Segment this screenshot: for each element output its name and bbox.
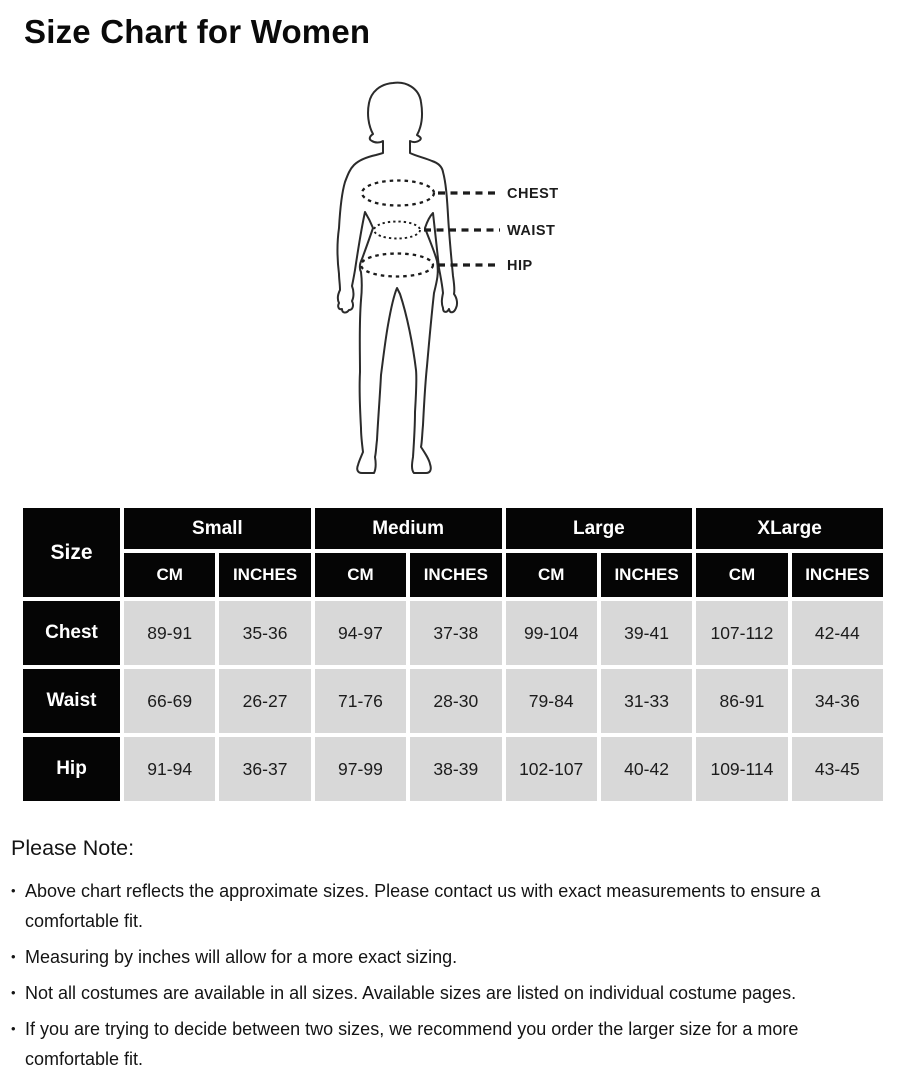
table-row-chest: [23, 601, 883, 665]
note-text: Not all costumes are available in all sizes. Available sizes are listed on individual costume pages.: [25, 983, 797, 1003]
cell: 79-84: [506, 669, 597, 733]
cell: 26-27: [219, 669, 310, 733]
size-chart-table: [19, 504, 887, 805]
unit-header-inches: INCHES: [792, 553, 883, 597]
chest-label: CHEST: [507, 186, 559, 202]
note-item: [11, 942, 877, 972]
row-header-chest: Chest: [23, 601, 120, 665]
bullet-icon: •: [11, 1021, 16, 1036]
bullet-icon: •: [11, 949, 16, 964]
unit-header-cm: CM: [315, 553, 406, 597]
cell: 91-94: [124, 737, 215, 801]
waist-label: WAIST: [507, 223, 556, 239]
unit-header-cm: CM: [696, 553, 787, 597]
note-text: Measuring by inches will allow for a more exact sizing.: [25, 947, 458, 967]
cell: 42-44: [792, 601, 883, 665]
cell: 66-69: [124, 669, 215, 733]
cell: 86-91: [696, 669, 787, 733]
unit-header-cm: CM: [506, 553, 597, 597]
cell: 99-104: [506, 601, 597, 665]
cell: 94-97: [315, 601, 406, 665]
cell: 71-76: [315, 669, 406, 733]
bullet-icon: •: [11, 883, 16, 898]
note-item: [11, 978, 877, 1008]
cell: 109-114: [696, 737, 787, 801]
cell: 97-99: [315, 737, 406, 801]
cell: 40-42: [601, 737, 692, 801]
cell: 102-107: [506, 737, 597, 801]
size-corner-header: Size: [23, 508, 120, 597]
cell: 43-45: [792, 737, 883, 801]
bullet-icon: •: [11, 985, 16, 1000]
cell: 31-33: [601, 669, 692, 733]
measurement-diagram: [310, 80, 600, 480]
unit-header-inches: INCHES: [410, 553, 501, 597]
cell: 34-36: [792, 669, 883, 733]
cell: 107-112: [696, 601, 787, 665]
cell: 89-91: [124, 601, 215, 665]
page-title: Size Chart for Women: [24, 13, 371, 50]
cell: 35-36: [219, 601, 310, 665]
cell: 28-30: [410, 669, 501, 733]
cell: 38-39: [410, 737, 501, 801]
unit-header-inches: INCHES: [219, 553, 310, 597]
notes-section: [11, 836, 883, 1080]
waist-measure-ellipse: [374, 222, 420, 239]
chest-measure-ellipse: [362, 181, 434, 206]
group-header-small: Small: [124, 508, 311, 549]
unit-header-cm: CM: [124, 553, 215, 597]
cell: 39-41: [601, 601, 692, 665]
body-outline-path: [338, 83, 458, 473]
notes-list: [11, 876, 883, 1074]
table-row-waist: [23, 669, 883, 733]
note-text: Above chart reflects the approximate sizes. Please contact us with exact measurements to ensure a comfortable fit.: [25, 881, 821, 931]
cell: 37-38: [410, 601, 501, 665]
notes-heading: Please Note:: [11, 836, 135, 860]
female-body-outline-icon: [310, 80, 600, 480]
row-header-waist: Waist: [23, 669, 120, 733]
group-header-xlarge: XLarge: [696, 508, 883, 549]
note-item: [11, 1014, 877, 1074]
table-row-hip: [23, 737, 883, 801]
cell: 36-37: [219, 737, 310, 801]
hip-measure-ellipse: [361, 254, 433, 277]
note-item: [11, 876, 877, 936]
unit-header-inches: INCHES: [601, 553, 692, 597]
hip-label: HIP: [507, 258, 533, 274]
group-header-large: Large: [506, 508, 693, 549]
row-header-hip: Hip: [23, 737, 120, 801]
note-text: If you are trying to decide between two sizes, we recommend you order the larger size for a more comfortable fit.: [25, 1019, 799, 1069]
group-header-medium: Medium: [315, 508, 502, 549]
